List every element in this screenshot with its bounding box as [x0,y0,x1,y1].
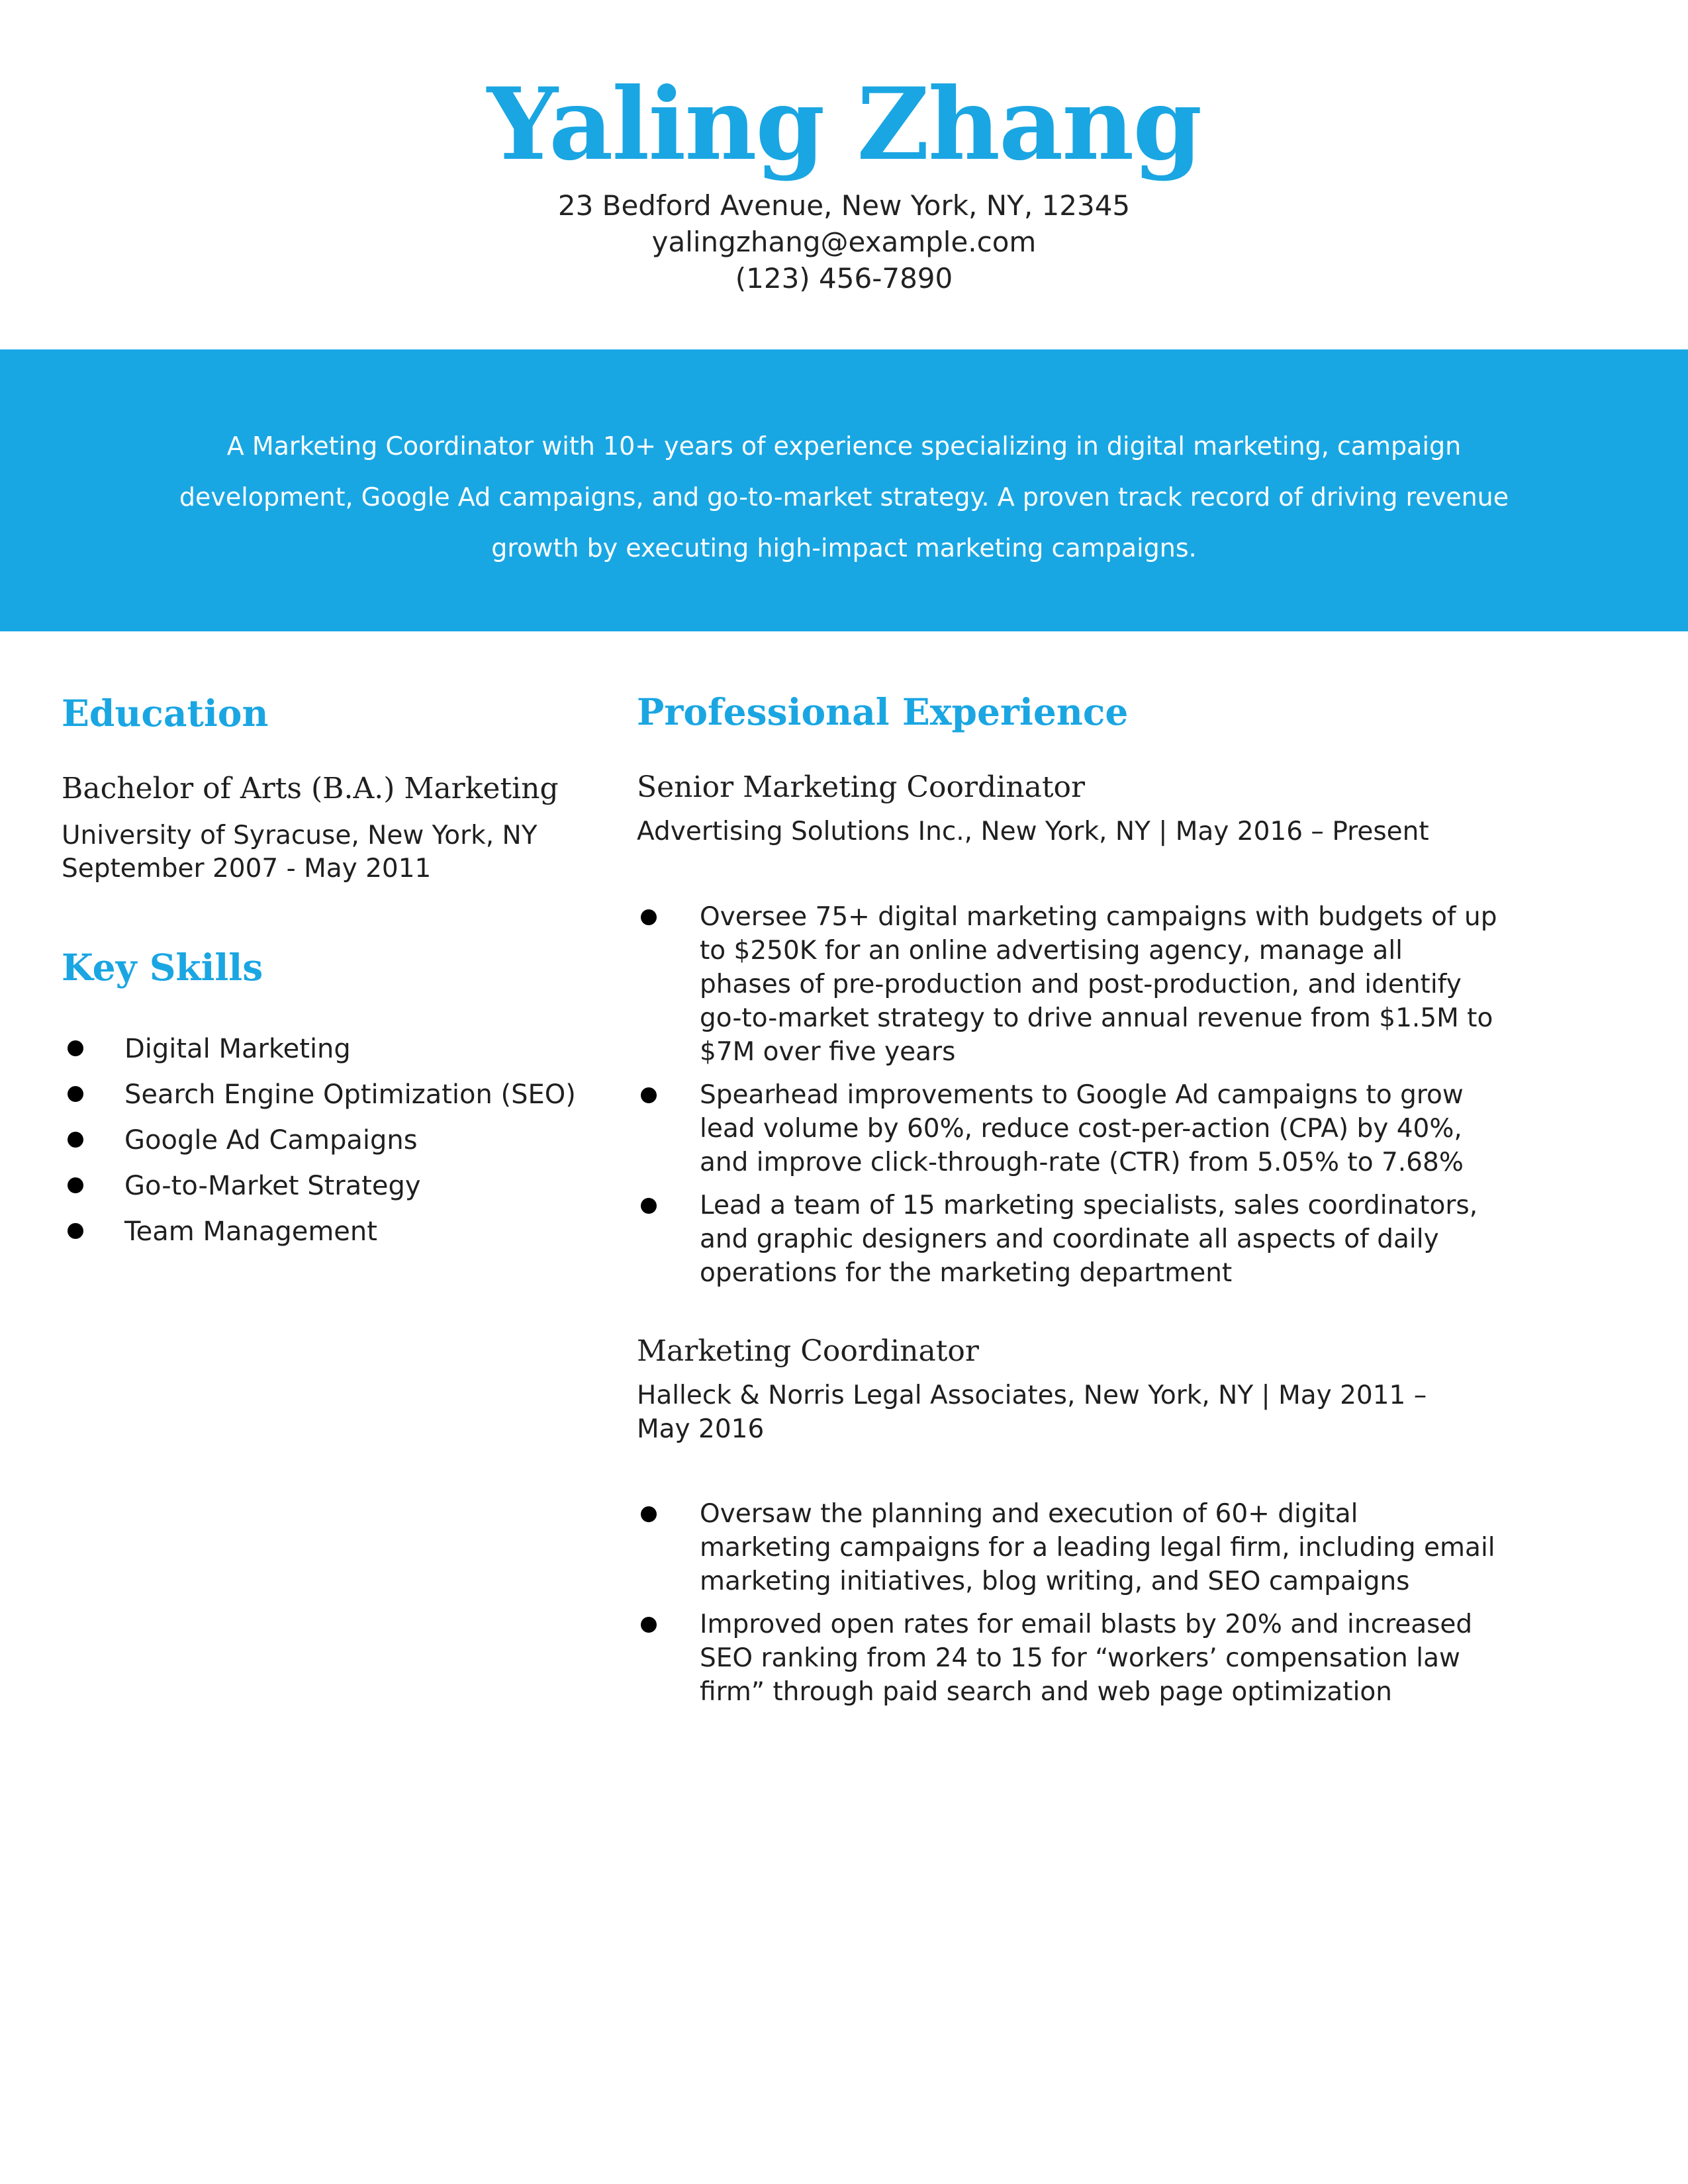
bullet-dot [641,1087,657,1103]
list-item [637,1608,1497,1709]
job-title: Senior Marketing Coordinator [637,770,1086,804]
bullet-text: Spearhead improvements to Google Ad campaigns to grow lead volume by 60%, reduce cost-per-action (CPA) by 40%, and improve click-through-rate (CTR) from 5.05% to 7.68% [700,1080,1464,1177]
skill-item [61,1029,576,1075]
job-bullets [637,1497,1497,1718]
key-skills-heading: Key Skills [62,946,263,989]
skill-label: Digital Marketing [124,1034,351,1064]
skill-item [61,1166,576,1212]
contact-address: 23 Bedford Avenue, New York, NY, 12345 [557,189,1131,222]
professional-summary: A Marketing Coordinator with 10+ years of experience specializing in digital marketing, campaign development, Google Ad campaigns, and go-to-market strategy. A proven track record of driving revenue growth by executing high-impact marketing campaigns. [179,432,1509,563]
skill-label: Google Ad Campaigns [124,1125,418,1156]
education-dates: September 2007 - May 2011 [62,854,432,884]
bullet-text: Oversaw the planning and execution of 60+ digital marketing campaigns for a leading legal firm, including email marketing initiatives, blog writing, and SEO campaigns [700,1499,1495,1596]
list-item [637,1497,1497,1598]
bullet-dot [68,1086,83,1102]
candidate-name: Yaling Zhang [487,66,1201,183]
job-title: Marketing Coordinator [637,1334,979,1368]
bullet-dot [641,1198,657,1214]
degree-title: Bachelor of Arts (B.A.) Marketing [62,772,559,805]
bullet-text: Improved open rates for email blasts by 20% and increased SEO ranking from 24 to 15 for “workers’ compensation law firm” through paid search and web page optimization [700,1610,1473,1707]
bullet-dot [68,1177,83,1193]
experience-heading: Professional Experience [637,690,1129,733]
skill-item [61,1075,576,1120]
bullet-dot [641,1506,657,1522]
education-heading: Education [62,692,269,735]
bullet-dot [68,1040,83,1056]
skill-label: Go-to-Market Strategy [124,1171,421,1201]
school-name: University of Syracuse, New York, NY [62,821,538,850]
job-bullets [637,900,1497,1299]
job-meta: Advertising Solutions Inc., New York, NY | May 2016 – Present [637,817,1429,846]
contact-email[interactable]: yalingzhang@example.com [651,226,1037,258]
bullet-dot [641,909,657,925]
list-item [637,1078,1497,1179]
skill-item [61,1120,576,1166]
job-meta: Halleck & Norris Legal Associates, New York, NY | May 2011 – May 2016 [637,1381,1427,1444]
skill-label: Team Management [124,1216,377,1247]
bullet-text: Oversee 75+ digital marketing campaigns with budgets of up to $250K for an online advertising agency, manage all phases of pre-production and post-production, and identify go-to-market strategy to drive annual revenue from $1.5M to $7M over five years [700,902,1497,1067]
list-item [637,1189,1497,1290]
bullet-dot [68,1132,83,1148]
bullet-text: Lead a team of 15 marketing specialists, sales coordinators, and graphic designers and coordinate all aspects of daily operations for the marketing department [700,1191,1478,1288]
skills-list [61,1029,576,1257]
list-item [637,900,1497,1069]
bullet-dot [641,1617,657,1633]
bullet-dot [68,1223,83,1239]
contact-phone: (123) 456-7890 [735,262,953,295]
skill-label: Search Engine Optimization (SEO) [124,1079,576,1110]
skill-item [61,1212,576,1257]
